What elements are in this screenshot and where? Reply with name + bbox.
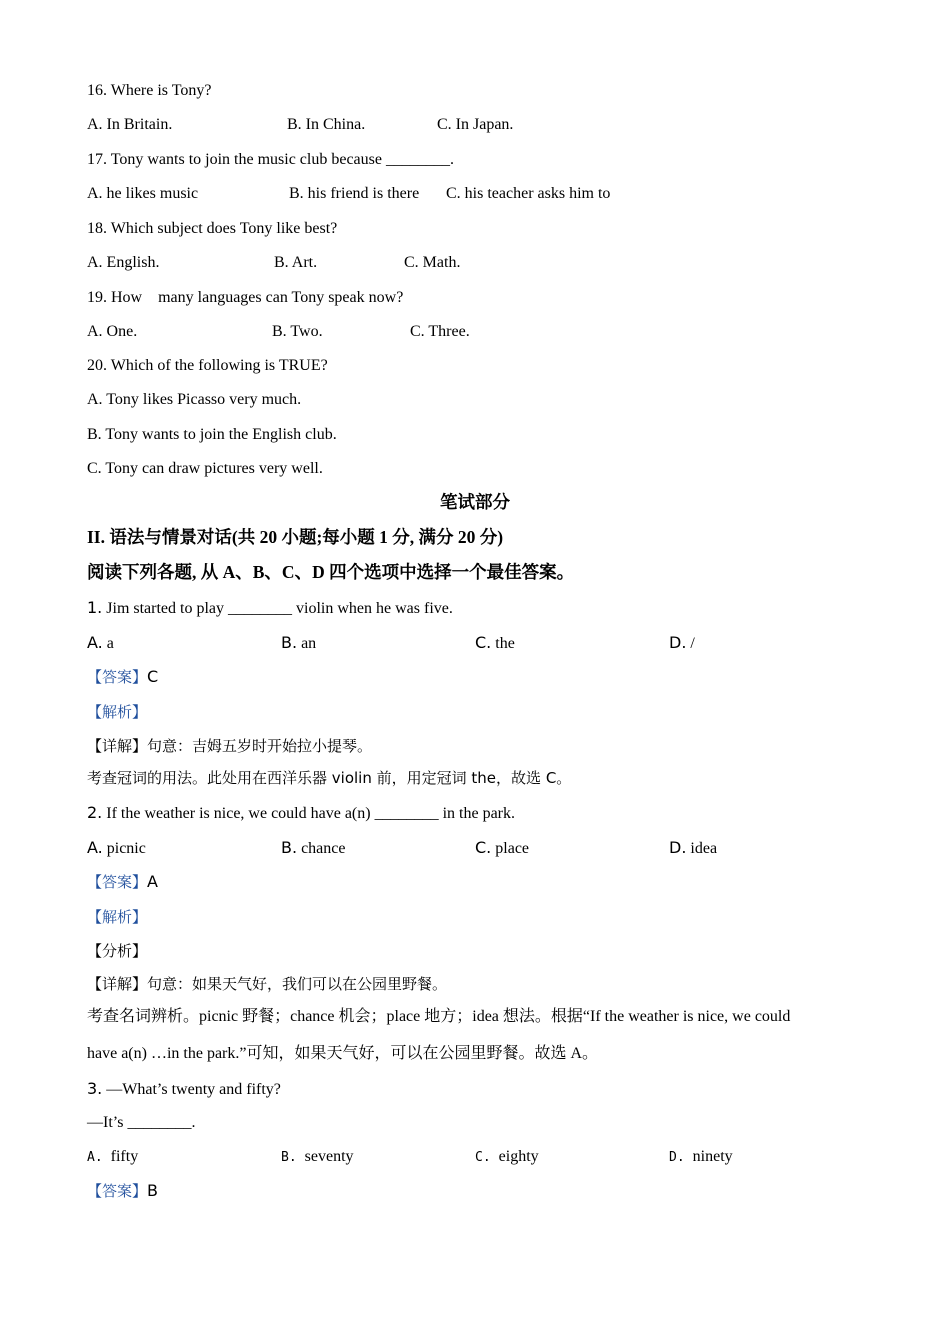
question-2-detail: 【详解】句意：如果天气好，我们可以在公园里野餐。 [87,975,448,993]
question-1-option-b [281,633,316,654]
question-1-option-d [669,633,695,654]
question-1-explanation [87,768,571,788]
question-18-option-a: A. English. [87,254,160,271]
question-16-option-b: B. In China. [287,116,366,133]
option-letter: D. [669,1150,685,1165]
question-1-text: Jim started to play ________ violin when he was five. [102,600,453,617]
option-letter: A. [87,633,103,652]
question-17-stem: 17. Tony wants to join the music club because ________. [87,151,454,168]
question-16-option-c: C. In Japan. [437,116,514,133]
option-letter: C. [475,838,492,857]
question-1-option-c [475,633,515,654]
question-1-answer [87,667,158,688]
question-20-option-b: B. Tony wants to join the English club. [87,426,337,443]
option-text: an [297,635,317,652]
question-1-detail: 【详解】句意：吉姆五岁时开始拉小提琴。 [87,737,373,755]
answer-value: C [147,667,159,686]
question-18-stem: 18. Which subject does Tony like best? [87,220,338,237]
option-text: / [686,635,695,652]
question-3-stem [87,1079,281,1100]
question-16-option-a: A. In Britain. [87,116,173,133]
option-text: ninety [684,1148,733,1165]
question-2-number: 2. [87,803,103,822]
explain-part: 。 [556,769,572,787]
option-letter: B. [281,633,298,652]
question-17-option-c: C. his teacher asks him to [446,185,611,202]
section-heading: II. 语法与情景对话(共 20 小题;每小题 1 分, 满分 20 分) [87,527,504,547]
analysis-tag: 【解析】 [87,908,148,926]
explain-part: ，故选 [496,769,546,787]
question-18-option-c: C. Math. [404,254,461,271]
answer-value: B [147,1181,158,1200]
question-2-fenxi-tag: 【分析】 [87,942,148,960]
question-2-option-c [475,838,529,859]
analysis-tag: 【解析】 [87,703,148,721]
option-letter: D. [669,838,687,857]
option-letter: D. [669,633,687,652]
question-3-option-d [669,1147,733,1168]
option-text: fifty [102,1148,139,1165]
option-text: seventy [296,1148,354,1165]
question-17-option-b: B. his friend is there [289,185,420,202]
question-2-option-d [669,838,717,859]
question-3-option-b [281,1147,354,1168]
explain-part: 前，用定冠词 [371,769,472,787]
question-2-option-b [281,838,345,859]
option-letter: B. [281,838,298,857]
option-text: chance [297,840,346,857]
option-text: place [491,840,530,857]
explain-word: violin [331,769,372,787]
answer-value: A [147,872,158,891]
option-text: the [491,635,515,652]
question-3-text: —What’s twenty and fifty? [102,1081,281,1098]
question-17-option-a: A. he likes music [87,185,199,202]
answer-tag: 【答案】 [87,1182,148,1200]
question-2-analysis-tag [87,907,147,928]
question-3-number: 3. [87,1079,103,1098]
answer-tag: 【答案】 [87,873,148,891]
question-1-number: 1. [87,598,103,617]
option-text: eighty [490,1148,539,1165]
question-2-text: If the weather is nice, we could have a(n) ________ in the park. [102,805,516,822]
answer-tag: 【答案】 [87,668,148,686]
option-letter: A. [87,1150,103,1165]
question-3-option-a [87,1147,138,1168]
explain-word: the [471,769,497,787]
question-2-explanation-2: have a(n) …in the park.”可知，如果天气好，可以在公园里野餐。故选 A。 [87,1045,599,1062]
explain-word: C [545,769,557,787]
question-18-option-b: B. Art. [274,254,318,271]
option-text: a [102,635,114,652]
question-1-analysis-tag [87,702,147,723]
option-letter: B. [281,1150,297,1165]
option-text: picnic [102,840,146,857]
question-3-option-c [475,1147,539,1168]
option-text: idea [686,840,718,857]
question-2-stem [87,803,515,824]
question-2-answer [87,872,158,893]
question-19-option-a: A. One. [87,323,138,340]
option-letter: C. [475,633,492,652]
question-3-answer [87,1181,158,1202]
question-19-option-c: C. Three. [410,323,470,340]
option-letter: A. [87,838,103,857]
question-20-option-c: C. Tony can draw pictures very well. [87,460,323,477]
question-20-stem: 20. Which of the following is TRUE? [87,357,328,374]
written-part-title: 笔试部分 [440,492,510,512]
question-1-stem [87,598,453,619]
question-2-explanation-1: 考查名词辨析。picnic 野餐；chance 机会；place 地方；idea 想法。根据“If the weather is nice, we could [87,1008,791,1025]
question-19-option-b: B. Two. [272,323,323,340]
question-1-option-a [87,633,114,654]
question-3-reply: —It’s ________. [87,1114,196,1131]
question-2-option-a [87,838,146,859]
question-16-stem: 16. Where is Tony? [87,82,212,99]
question-20-option-a: A. Tony likes Picasso very much. [87,391,302,408]
question-19-stem: 19. How many languages can Tony speak now? [87,289,404,306]
section-instruction: 阅读下列各题, 从 A、B、C、D 四个选项中选择一个最佳答案。 [87,562,575,582]
explain-part: 考查冠词的用法。此处用在西洋乐器 [87,769,332,787]
option-letter: C. [475,1150,491,1165]
